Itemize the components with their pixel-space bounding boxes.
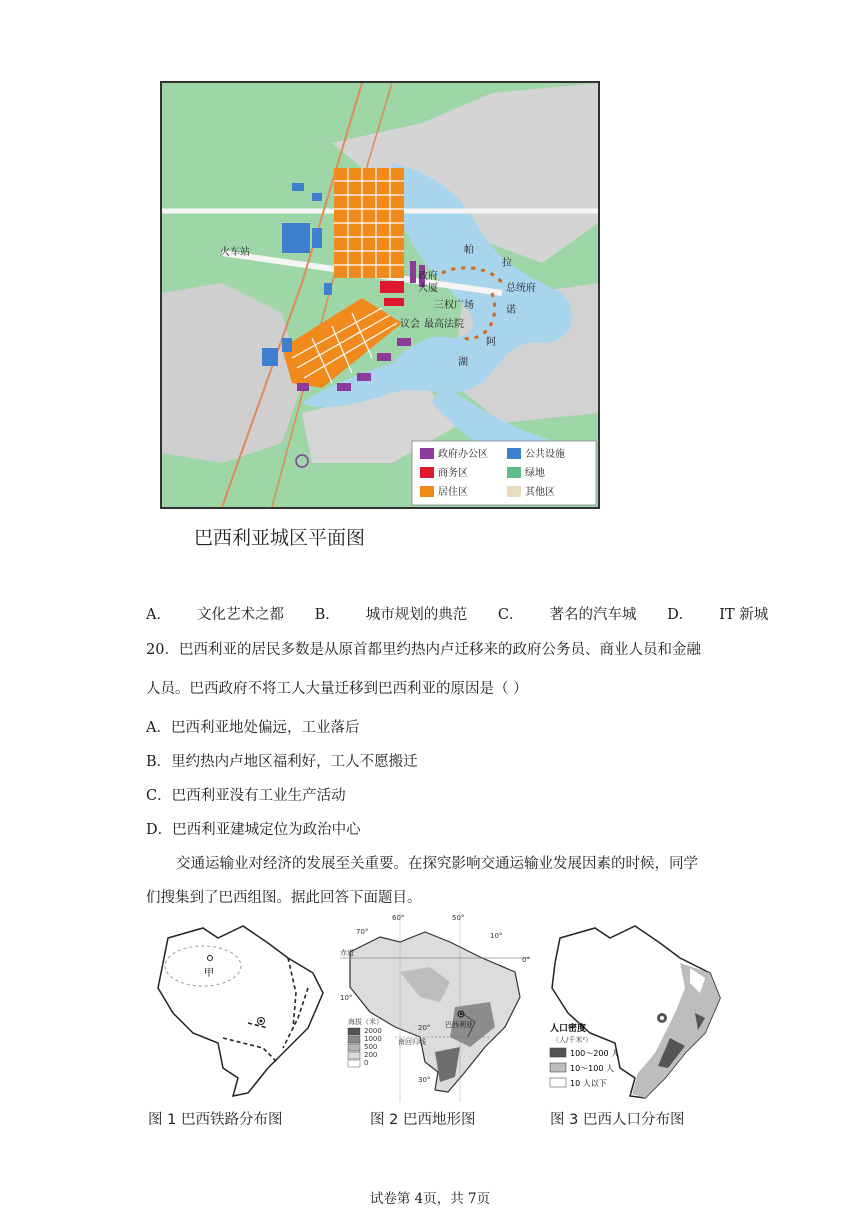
q20-stem-line2: 人员。巴西政府不将工人大量迁移到巴西利亚的原因是（ ）: [146, 681, 528, 697]
legend-label-residential: 居住区: [438, 487, 468, 498]
q20-option-b[interactable]: B．里约热内卢地区福利好，工人不愿搬迁: [146, 754, 418, 770]
q20-option-a[interactable]: A．巴西利亚地处偏远，工业落后: [146, 720, 360, 736]
legend-swatch-3: [507, 467, 521, 478]
train-station-label: 火车站: [220, 247, 250, 258]
legend-label-other: 其他区: [525, 487, 555, 498]
legend-swatch-5: [507, 486, 521, 497]
legend-label-gov: 政府办公区: [438, 449, 488, 460]
president-palace-label: 总统府: [506, 283, 536, 294]
q19-option-c[interactable]: C． 著名的汽车城: [497, 607, 637, 623]
lake-label-4: 阿: [486, 337, 496, 348]
fig2-legend-500: 500: [364, 1043, 378, 1051]
fig3-legend-low: 10 人以下: [570, 1079, 607, 1088]
fig3-legend-title: 人口密度: [550, 1024, 587, 1034]
gov-building-label-1: 政府: [418, 271, 438, 282]
three-powers-label: 三权广场: [434, 300, 474, 311]
intro-line1: 交通运输业对经济的发展至关重要。在探究影响交通运输业发展因素的时候，同学: [176, 856, 698, 872]
fig2-lon-50: 50°: [452, 914, 465, 922]
q19-options: [146, 603, 794, 624]
intro-line2: 们搜集到了巴西组图。据此回答下面题目。: [146, 890, 422, 906]
legend-label-green: 绿地: [525, 468, 545, 479]
supreme-court-label: 最高法院: [424, 319, 464, 330]
fig2-lon-60: 60°: [392, 914, 405, 922]
legend-swatch-1: [507, 448, 521, 459]
fig1-railway-map: [148, 918, 328, 1103]
lake-label-1: 帕: [464, 245, 474, 256]
fig2-city-label: 巴西利亚: [445, 1021, 473, 1029]
fig3-population-map: [540, 918, 740, 1103]
q19-option-a[interactable]: A． 文化艺术之都: [146, 607, 284, 623]
fig2-lat-30s: 30°: [418, 1076, 431, 1084]
fig1-graphic: [148, 918, 328, 1103]
fig2-graphic: [340, 912, 530, 1102]
fig2-legend-title: 海拔（米）: [348, 1018, 383, 1026]
fig2-legend-200: 200: [364, 1051, 378, 1059]
city-map-caption: 巴西利亚城区平面图: [194, 527, 366, 549]
fig2-lat-10s: 10°: [340, 994, 353, 1002]
fig2-equator-label: 赤道: [340, 949, 354, 957]
city-map-graphic: [162, 83, 598, 507]
fig3-legend-mid: 10～100 人: [570, 1064, 614, 1073]
page-footer: 试卷第 4页，共 7页: [369, 1191, 491, 1207]
q20-stem-line1: 20．巴西利亚的居民多数是从原首都里约热内卢迁移来的政府公务员、商业人员和金融: [146, 642, 701, 658]
lake-label-2: 拉: [502, 258, 512, 269]
congress-label: 议会: [400, 319, 420, 330]
lake-label-3: 诺: [506, 305, 516, 316]
fig2-terrain-map: [340, 912, 530, 1102]
lake-label-5: 湖: [458, 357, 468, 368]
fig1-caption: 图 1 巴西铁路分布图: [148, 1112, 283, 1128]
fig3-legend-unit: （人/千米²）: [552, 1036, 593, 1044]
fig2-lat-20s: 20°: [418, 1024, 431, 1032]
brasilia-city-map: [160, 81, 600, 509]
fig2-legend-0: 0: [364, 1059, 369, 1067]
fig3-graphic: [540, 918, 740, 1103]
fig2-lat-10n: 10°: [490, 932, 503, 940]
legend-swatch-4: [420, 486, 434, 497]
fig2-tropic-label: 南回归线: [398, 1038, 426, 1046]
q19-option-b[interactable]: B． 城市规划的典范: [314, 607, 468, 623]
q20-option-d[interactable]: D．巴西利亚建城定位为政治中心: [146, 822, 361, 838]
legend-swatch-2: [420, 467, 434, 478]
q19-option-d[interactable]: D． IT 新城: [667, 607, 769, 623]
fig2-caption: 图 2 巴西地形图: [370, 1112, 476, 1128]
fig2-lon-70: 70°: [356, 928, 369, 936]
fig2-legend-2000: 2000: [364, 1027, 382, 1035]
fig2-lat-0: 0°: [522, 956, 530, 964]
gov-building-label-2: 大厦: [418, 283, 438, 294]
legend-label-business: 商务区: [438, 468, 468, 479]
fig3-legend-high: 100～200 人: [570, 1049, 620, 1058]
fig2-legend-1000: 1000: [364, 1035, 382, 1043]
fig1-region-label: 甲: [204, 968, 214, 979]
fig3-caption: 图 3 巴西人口分布图: [550, 1112, 685, 1128]
q20-option-c[interactable]: C．巴西利亚没有工业生产活动: [146, 788, 346, 804]
city-map-legend: [412, 441, 596, 505]
legend-swatch-0: [420, 448, 434, 459]
legend-label-public: 公共设施: [525, 449, 565, 460]
